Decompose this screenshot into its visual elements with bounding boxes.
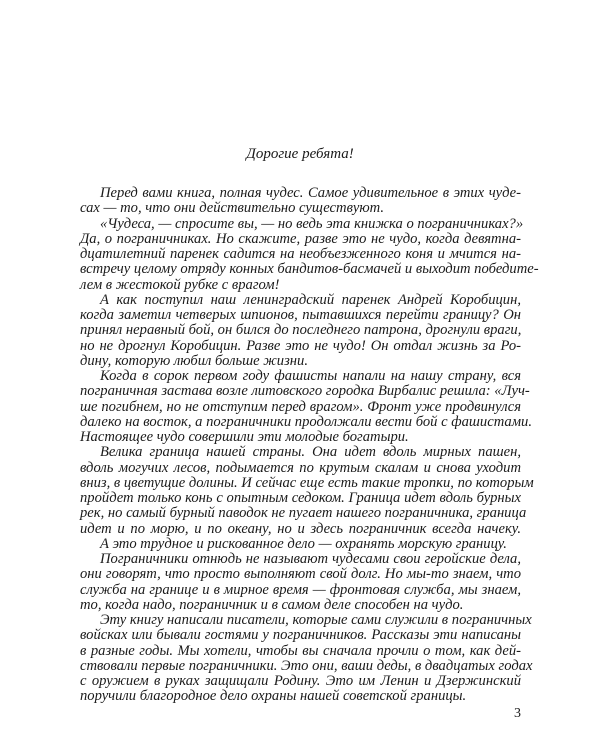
text-line: А как поступил наш ленинградский паренек Андрей Коробицин, — [100, 291, 521, 308]
text-line: Перед вами книга, полная чудес. Самое удивительное в этих чуде- — [100, 185, 521, 201]
text-line: служба на границе и в мирное время — фронтовая служба, мы знаем, — [80, 581, 521, 598]
paragraph — [80, 186, 521, 217]
text-line: рек, но самый бурный паводок не пугает нашего пограничника, граница — [80, 505, 527, 522]
text-line: дину, которую любил больше жизни. — [80, 352, 308, 369]
text-line: поручили благородное дело охраны нашей советской границы. — [80, 688, 467, 705]
paragraph — [80, 612, 533, 705]
text-line: лем в жестокой рубке с врагом! — [80, 276, 280, 293]
text-line: войсках или бывали гостями у пограничников. Рассказы эти написаны — [80, 627, 521, 644]
text-line: сах — то, что они действительно существуют. — [80, 200, 385, 217]
text-line: встречу целому отряду конных бандитов-басмачей и выходит победите- — [80, 261, 539, 278]
text-line: Да, о пограничниках. Но скажите, разве это не чудо, когда девятна- — [80, 230, 521, 247]
text-line: Пограничники отнюдь не называют чудесами свои геройские дела, — [100, 551, 521, 567]
text-line: дцатилетний паренек садится на необъезженного коня и мчится на- — [80, 246, 521, 262]
text-line: то, когда надо, пограничник и в самом деле способен на чудо. — [80, 596, 464, 613]
text-line: пройдет только конь с опытным седоком. Граница идет вдоль бурных — [80, 490, 521, 506]
text-line: вниз, в цветущие долины. И сейчас еще есть такие тропки, по которым — [80, 474, 534, 491]
text-line: ствовали первые пограничники. Это они, ваши деды, в двадцатых годах — [80, 657, 533, 674]
body-text — [80, 185, 539, 705]
paragraph — [80, 552, 521, 613]
text-line: идет и по морю, и по океану, но и здесь пограничник всегда начеку. — [80, 520, 521, 537]
paragraph — [80, 368, 532, 445]
text-line: в разные годы. Мы хотели, чтобы вы сначала прочли о том, как дей- — [80, 642, 521, 659]
paragraph — [80, 444, 534, 552]
text-line: «Чудеса, — спросите вы, — но ведь эта книжка о пограничниках?» — [100, 215, 524, 232]
page-number: 3 — [514, 706, 521, 721]
text-line: далеко на восток, а пограничники продолжали вести бой с фашистами. — [80, 413, 532, 430]
text-line: пограничная застава возле литовского городка Вирбалис решила: «Луч- — [80, 383, 530, 400]
paragraph — [80, 215, 539, 293]
text-line: вдоль могучих лесов, подымается по крутым скалам и снова уходит — [80, 459, 521, 476]
text-line: ше погибнем, но не отступим перед врагом». Фронт уже продвинулся — [80, 398, 521, 415]
text-line: Когда в сорок первом году фашисты напали на нашу страну, вся — [100, 368, 521, 384]
text-line: они говорят, что просто выполняют свой долг. Но мы-то знаем, что — [80, 566, 521, 583]
text-line: принял неравный бой, он бился до последнего патрона, дрогнули враги, — [80, 322, 522, 339]
text-line: когда заметил четверых шпионов, пытавшихся перейти границу? Он — [80, 307, 521, 323]
text-line: но не дрогнул Коробицин. Разве это не чудо! Он отдал жизнь за Ро- — [80, 337, 521, 354]
text-line: А это трудное и рискованное дело — охранять морскую границу. — [100, 535, 507, 552]
text-line: Настоящее чудо совершили эти молодые богатыри. — [80, 429, 409, 445]
paragraph — [80, 293, 521, 369]
page-title: Дорогие ребята! — [246, 146, 354, 162]
text-line: Эту книгу написали писатели, которые сами служили в пограничных — [100, 612, 532, 628]
text-line: Велика граница нашей страны. Она идет вдоль мирных пашен, — [100, 444, 521, 461]
text-line: с оружием в руках защищали Родину. Это им Ленин и Дзержинский — [80, 673, 521, 689]
